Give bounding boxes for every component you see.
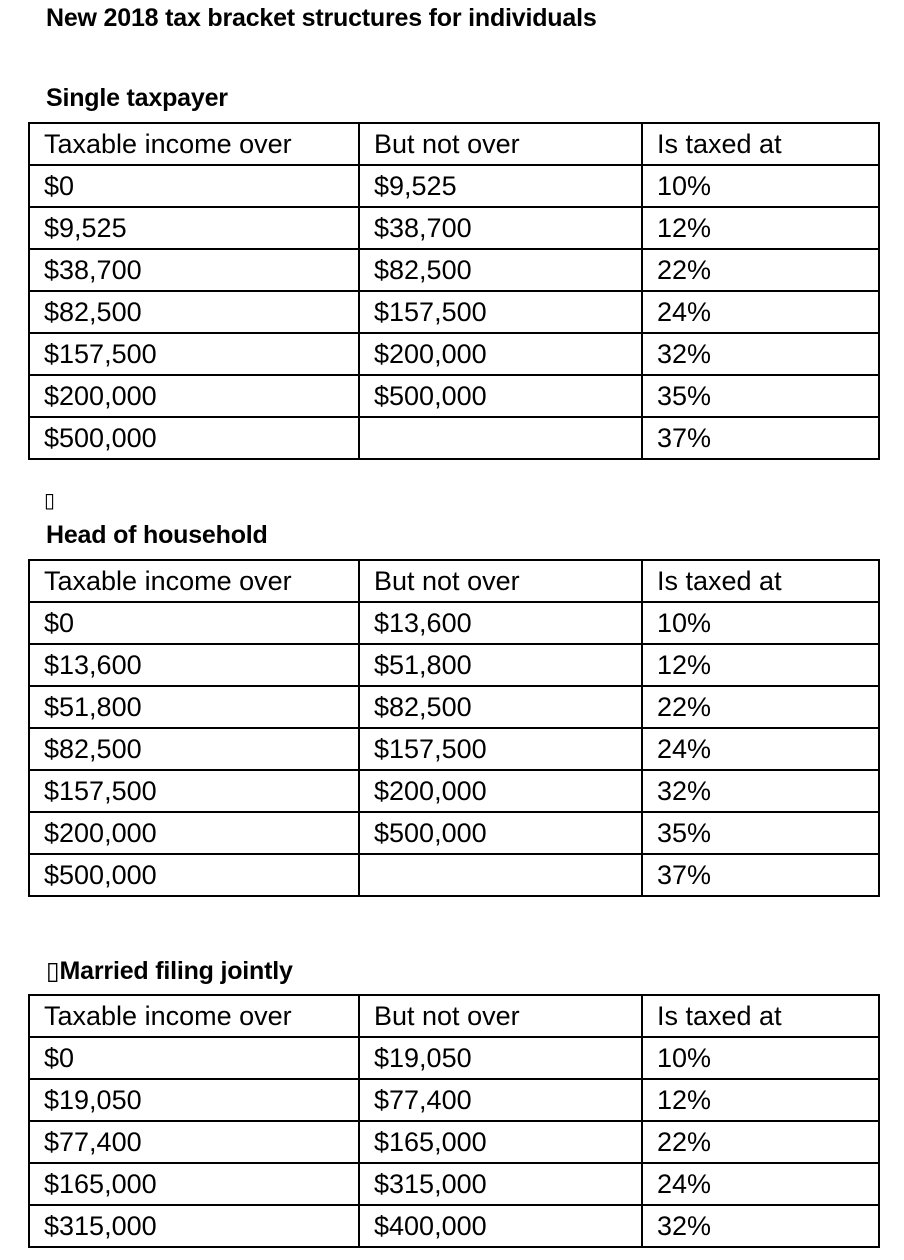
income-over-cell: $19,050 [29,1079,359,1121]
not-over-cell: $82,500 [359,686,642,728]
not-over-cell: $77,400 [359,1079,642,1121]
table-row [29,1037,879,1079]
income-over-cell: $0 [29,602,359,644]
income-over-cell: $77,400 [29,1121,359,1163]
table-row [29,1121,879,1163]
not-over-cell: $82,500 [359,249,642,291]
income-over-cell: $200,000 [29,375,359,417]
rate-cell: 24% [642,1163,879,1205]
table-row [29,1205,879,1247]
rate-cell: 32% [642,333,879,375]
table-row [29,854,879,896]
not-over-cell: $500,000 [359,812,642,854]
not-over-cell: $400,000 [359,1205,642,1247]
income-over-cell: $500,000 [29,854,359,896]
section-heading-head-of-household: Head of household [46,521,268,549]
income-over-cell: $0 [29,1037,359,1079]
section-heading-married-filing-jointly: ▯Married filing jointly [46,957,293,985]
not-over-cell: $165,000 [359,1121,642,1163]
income-over-cell: $82,500 [29,291,359,333]
table-row [29,770,879,812]
rate-cell: 32% [642,770,879,812]
rate-cell: 12% [642,644,879,686]
married-filing-jointly-table [28,994,880,1248]
not-over-cell [359,854,642,896]
income-over-cell: $200,000 [29,812,359,854]
placeholder-glyph: ▯ [44,488,56,512]
not-over-cell: $19,050 [359,1037,642,1079]
column-header: But not over [359,123,642,165]
table-row [29,728,879,770]
income-over-cell: $315,000 [29,1205,359,1247]
rate-cell: 37% [642,854,879,896]
income-over-cell: $157,500 [29,770,359,812]
rate-cell: 10% [642,1037,879,1079]
table-row [29,165,879,207]
income-over-cell: $0 [29,165,359,207]
table-header-row [29,123,879,165]
income-over-cell: $13,600 [29,644,359,686]
not-over-cell: $200,000 [359,770,642,812]
rate-cell: 22% [642,1121,879,1163]
rate-cell: 37% [642,417,879,459]
not-over-cell: $51,800 [359,644,642,686]
rate-cell: 35% [642,375,879,417]
rate-cell: 22% [642,686,879,728]
table-row [29,207,879,249]
table-row [29,1079,879,1121]
not-over-cell: $13,600 [359,602,642,644]
not-over-cell: $200,000 [359,333,642,375]
table-header-row [29,560,879,602]
column-header: Taxable income over [29,995,359,1037]
rate-cell: 24% [642,291,879,333]
rate-cell: 12% [642,207,879,249]
table-row [29,249,879,291]
head-of-household-table [28,559,880,897]
column-header: Is taxed at [642,995,879,1037]
table-body [29,560,879,896]
rate-cell: 24% [642,728,879,770]
not-over-cell: $38,700 [359,207,642,249]
table-body [29,123,879,459]
not-over-cell: $9,525 [359,165,642,207]
table-row [29,291,879,333]
page-title: New 2018 tax bracket structures for individuals [46,4,597,32]
not-over-cell: $157,500 [359,728,642,770]
rate-cell: 10% [642,165,879,207]
income-over-cell: $51,800 [29,686,359,728]
section-heading-single: Single taxpayer [46,84,228,112]
single-taxpayer-table [28,122,880,460]
column-header: Taxable income over [29,560,359,602]
rate-cell: 35% [642,812,879,854]
income-over-cell: $9,525 [29,207,359,249]
table-header-row [29,995,879,1037]
rate-cell: 12% [642,1079,879,1121]
rate-cell: 32% [642,1205,879,1247]
rate-cell: 22% [642,249,879,291]
income-over-cell: $38,700 [29,249,359,291]
income-over-cell: $157,500 [29,333,359,375]
not-over-cell [359,417,642,459]
not-over-cell: $157,500 [359,291,642,333]
column-header: But not over [359,995,642,1037]
column-header: But not over [359,560,642,602]
table-row [29,1163,879,1205]
rate-cell: 10% [642,602,879,644]
not-over-cell: $315,000 [359,1163,642,1205]
income-over-cell: $165,000 [29,1163,359,1205]
table-body [29,995,879,1247]
column-header: Is taxed at [642,123,879,165]
table-row [29,602,879,644]
table-row [29,333,879,375]
table-row [29,812,879,854]
table-row [29,375,879,417]
table-row [29,417,879,459]
table-row [29,644,879,686]
column-header: Is taxed at [642,560,879,602]
income-over-cell: $500,000 [29,417,359,459]
not-over-cell: $500,000 [359,375,642,417]
table-row [29,686,879,728]
income-over-cell: $82,500 [29,728,359,770]
column-header: Taxable income over [29,123,359,165]
